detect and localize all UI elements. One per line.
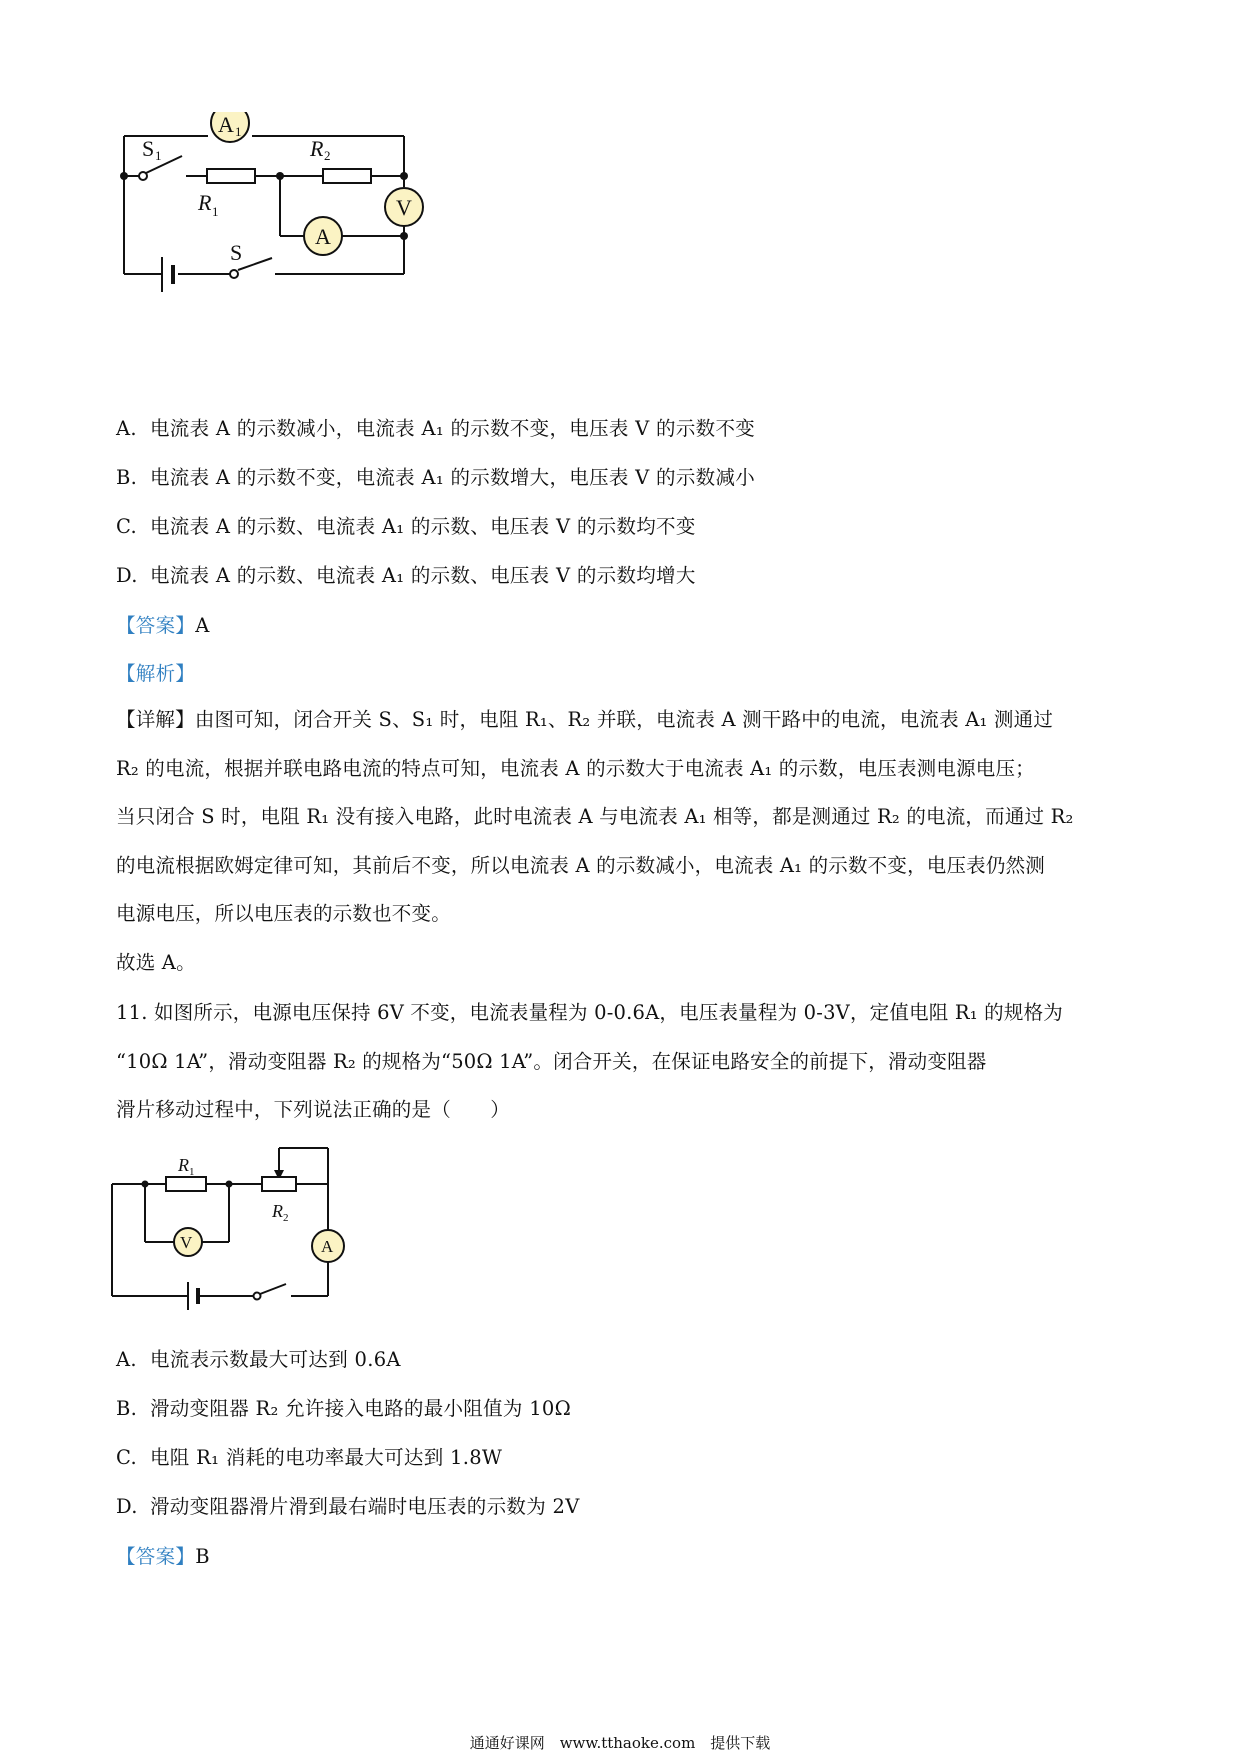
svg-text:1: 1 [155, 148, 162, 163]
svg-text:S: S [142, 136, 155, 161]
svg-text:R: R [178, 1155, 189, 1175]
q11-option-d: D. 滑动变阻器滑片滑到最右端时电压表的示数为 2V [116, 1495, 580, 1518]
svg-text:A: A [321, 1237, 334, 1256]
q10-answer: 【答案】A [116, 614, 210, 637]
detail-label: 【详解】 [116, 708, 195, 731]
q11-option-b: B. 滑动变阻器 R₂ 允许接入电路的最小阻值为 10Ω [116, 1397, 572, 1420]
svg-text:R: R [310, 136, 324, 161]
svg-text:A: A [315, 224, 331, 249]
footer-source: 通通好课网 www.tthaoke.com 提供下载 [469, 1734, 771, 1752]
answer-label: 【答案】 [116, 614, 196, 637]
q10-option-a: A. 电流表 A 的示数减小，电流表 A₁ 的示数不变，电压表 V 的示数不变 [116, 417, 756, 440]
q11-answer: 【答案】B [116, 1545, 210, 1568]
q11-stem: 11. 如图所示，电源电压保持 6V 不变，电流表量程为 0-0.6A，电压表量程为 0-3V，定值电阻 R₁ 的规格为 “10Ω 1A”，滑动变阻器 R₂ 的规格为“50Ω 1A”。闭合开关，在保证电路安全的前提下，滑动变阻器 滑片移动过程中，下列说法正确的是（ ） [116, 1001, 1063, 1122]
svg-text:V: V [180, 1233, 193, 1252]
svg-text:V: V [396, 195, 412, 220]
q10-detail: 【详解】由图可知，闭合开关 S、S₁ 时，电阻 R₁、R₂ 并联，电流表 A 测干路中的电流，电流表 A₁ 测通过 R₂ 的电流，根据并联电路电流的特点可知，电流表 A 的示数大于电流表 A₁ 的示数，电压表测电源电压； 当只闭合 S 时，电阻 R₁ 没有接入电路，此时电流表 A 与电流表 A₁ 相等，都是测通过 R₂ 的电流，而通过 R₂ 的电流根据欧姆定律可知，其前后不变，所以电流表 A 的示数减小，电流表 A₁ 的示数不变，电压表仍然测 电源电压，所以电压表的示数也不变。 故选 A。 [116, 696, 1126, 988]
svg-text:2: 2 [324, 148, 331, 163]
svg-text:2: 2 [283, 1212, 289, 1224]
q11-option-a: A. 电流表示数最大可达到 0.6A [116, 1348, 401, 1371]
q10-option-d: D. 电流表 A 的示数、电流表 A₁ 的示数、电压表 V 的示数均增大 [116, 564, 696, 587]
answer-label: 【答案】 [116, 1545, 196, 1568]
svg-text:1: 1 [212, 204, 219, 219]
svg-text:1: 1 [235, 124, 242, 139]
svg-text:R: R [272, 1201, 283, 1221]
circuit-diagram-q10 [110, 112, 430, 342]
q10-option-c: C. 电流表 A 的示数、电流表 A₁ 的示数、电压表 V 的示数均不变 [116, 515, 696, 538]
q10-analysis-heading: 【解析】 [116, 662, 196, 685]
svg-text:S: S [230, 240, 243, 265]
svg-text:1: 1 [189, 1166, 195, 1178]
q11-option-c: C. 电阻 R₁ 消耗的电功率最大可达到 1.8W [116, 1446, 503, 1469]
q10-conclusion: 故选 A。 [116, 950, 196, 974]
svg-text:A: A [218, 112, 234, 137]
svg-text:R: R [198, 190, 212, 215]
q10-option-b: B. 电流表 A 的示数不变，电流表 A₁ 的示数增大，电压表 V 的示数减小 [116, 466, 756, 489]
circuit-diagram-q11 [108, 1142, 378, 1324]
